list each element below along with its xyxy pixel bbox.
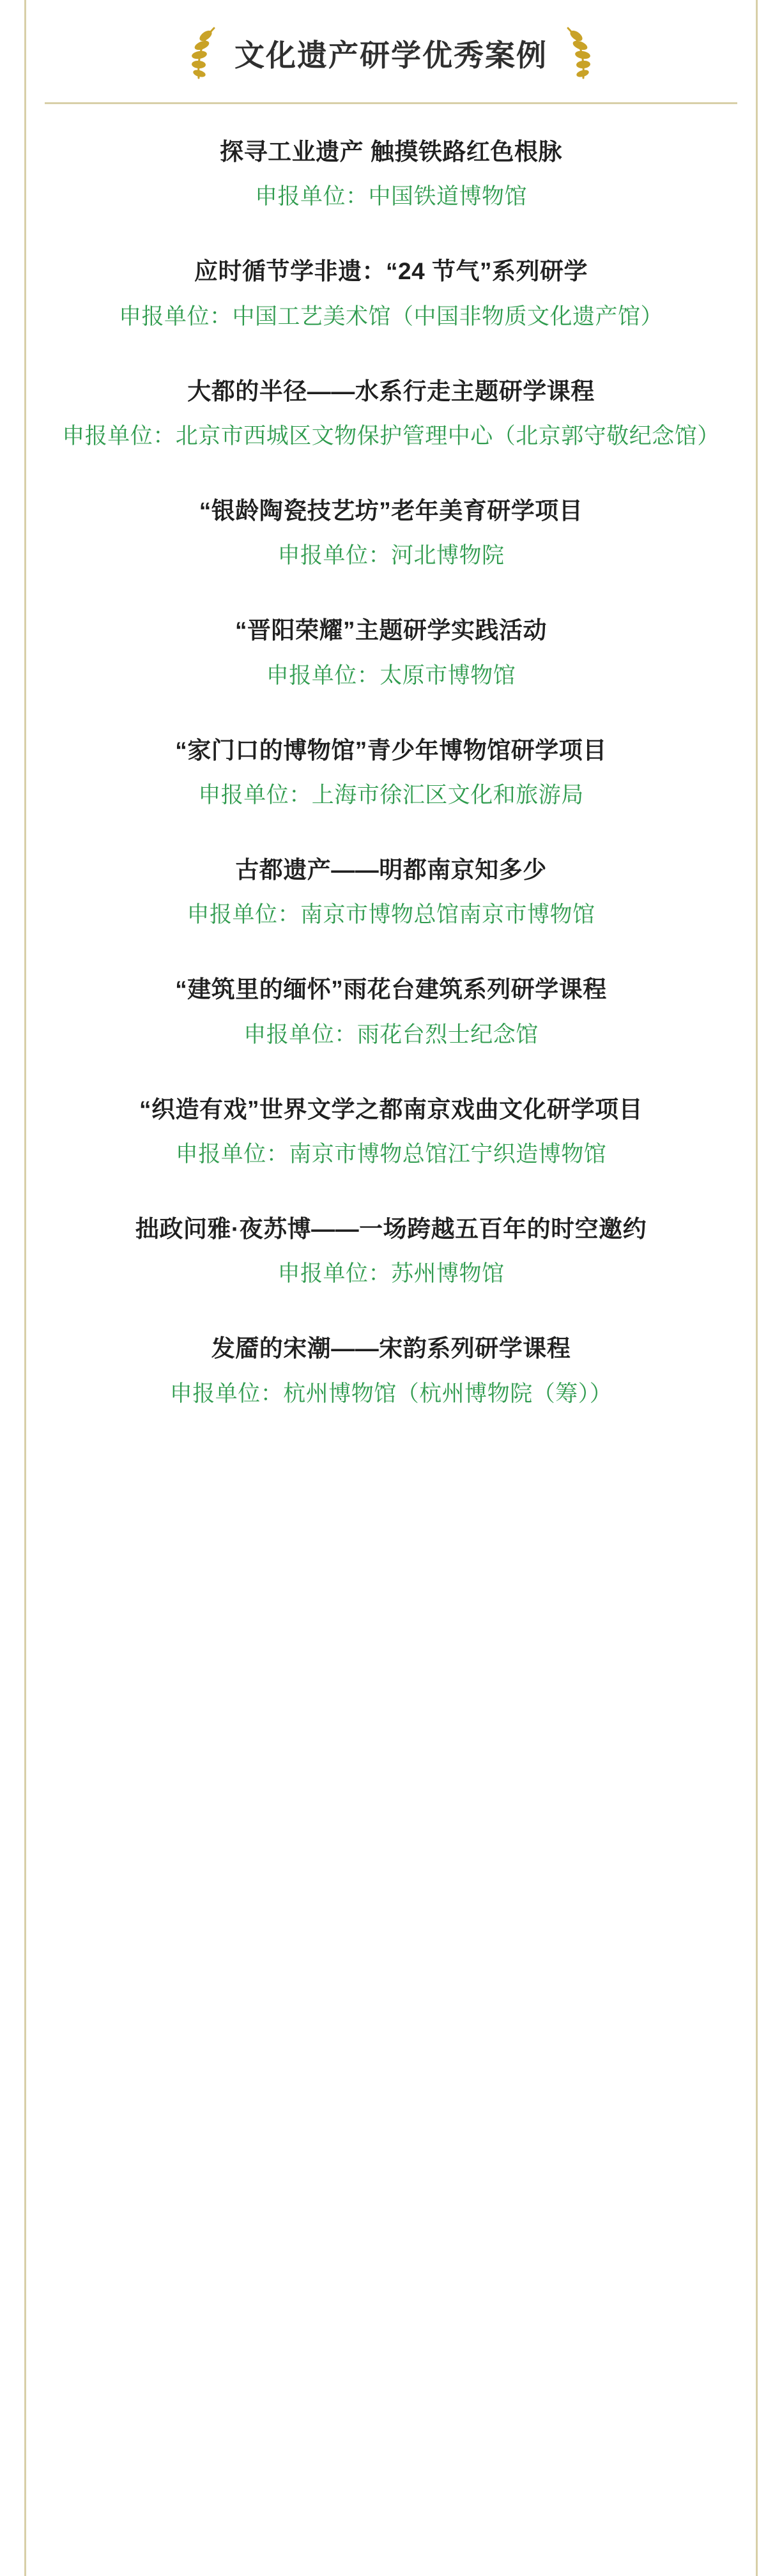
list-item: [45, 1330, 737, 1411]
list-item: [45, 373, 737, 454]
case-title: “家门口的博物馆”青少年博物馆研学项目: [175, 737, 607, 763]
list-item: [45, 134, 737, 215]
case-unit: 申报单位：南京市博物总馆南京市博物馆: [187, 902, 595, 928]
case-unit: 申报单位：河北博物院: [277, 543, 505, 569]
case-title: 拙政问雅·夜苏博——一场跨越五百年的时空邀约: [135, 1216, 647, 1243]
list-item: [45, 1091, 737, 1172]
case-unit: 申报单位：太原市博物馆: [266, 663, 516, 688]
case-title: 发靥的宋潮——宋韵系列研学课程: [211, 1335, 571, 1362]
list-item: [45, 852, 737, 933]
case-title: 大都的半径——水系行走主题研学课程: [187, 378, 595, 404]
case-unit: 申报单位：苏州博物馆: [277, 1261, 505, 1287]
case-title: “建筑里的缅怀”雨花台建筑系列研学课程: [175, 976, 607, 1003]
list-item: [45, 253, 737, 334]
list-item: [45, 971, 737, 1052]
case-unit: 申报单位：中国铁道博物馆: [254, 184, 527, 210]
list-item: [45, 493, 737, 574]
case-title: “银龄陶瓷技艺坊”老年美育研学项目: [199, 498, 583, 525]
page-title: 文化遗产研学优秀案例: [234, 38, 548, 72]
case-unit: 申报单位：上海市徐汇区文化和旅游局: [198, 783, 584, 808]
list-item: [45, 612, 737, 693]
case-unit: 申报单位：杭州博物馆（杭州博物院（筹））: [169, 1381, 613, 1406]
case-title: 古都遗产——明都南京知多少: [235, 857, 547, 884]
case-title: “织造有戏”世界文学之都南京戏曲文化研学项目: [139, 1096, 643, 1123]
list-item: [45, 732, 737, 813]
case-title: 应时循节学非遗：“24 节气”系列研学: [194, 258, 588, 285]
list-item: [45, 1211, 737, 1292]
case-list: [45, 104, 737, 1489]
laurel-branch-right-icon: [559, 26, 596, 80]
case-title: “晋阳荣耀”主题研学实践活动: [235, 617, 547, 644]
case-unit: 申报单位：北京市西城区文物保护管理中心（北京郭守敬纪念馆）: [62, 424, 720, 449]
case-title: 探寻工业遗产 触摸铁路红色根脉: [220, 139, 562, 165]
case-unit: 申报单位：中国工艺美术馆（中国非物质文化遗产馆）: [118, 303, 663, 329]
case-unit: 申报单位：南京市博物总馆江宁织造博物馆: [175, 1142, 607, 1167]
case-unit: 申报单位：雨花台烈士纪念馆: [243, 1022, 539, 1047]
page-header: [45, 0, 737, 93]
laurel-branch-left-icon: [186, 26, 223, 80]
